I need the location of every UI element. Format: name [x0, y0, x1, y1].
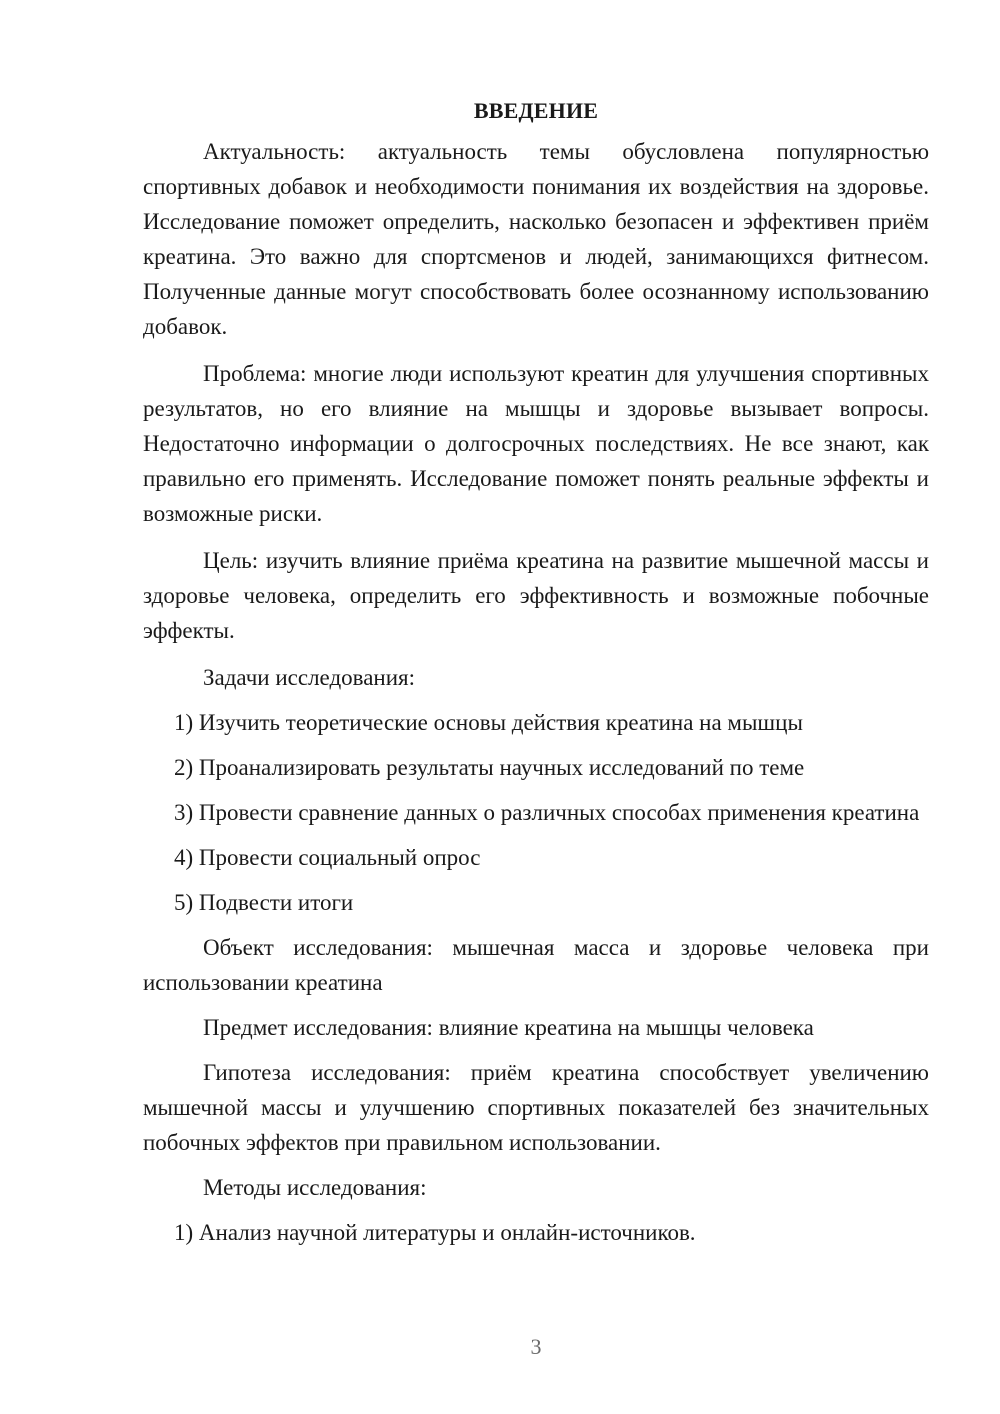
task-item: 1) Изучить теоретические основы действия креатина на мышцы: [174, 710, 803, 735]
task-item: 2) Проанализировать результаты научных исследований по теме: [174, 755, 805, 780]
task-item: 4) Провести социальный опрос: [174, 845, 481, 870]
task-item: 3) Провести сравнение данных о различных способах применения креатина: [174, 800, 920, 825]
method-item: 1) Анализ научной литературы и онлайн-источников.: [174, 1220, 696, 1245]
task-item: 5) Подвести итоги: [174, 890, 354, 915]
page-content: [143, 94, 929, 1250]
tasks-heading: Задачи исследования:: [203, 665, 416, 690]
subject-paragraph: Предмет исследования: влияние креатина на мышцы человека: [203, 1015, 814, 1040]
hypothesis-paragraph: Гипотеза исследования: приём креатина способствует увеличению мышечной массы и улучшению спортивных показателей без значительных побочных эффектов при правильном использовании.: [143, 1060, 929, 1155]
methods-heading: Методы исследования:: [203, 1175, 427, 1200]
problem-paragraph: Проблема: многие люди используют креатин для улучшения спортивных результатов, но его влияние на мышцы и здоровье вызывает вопросы. Недостаточно информации о долгосрочных последствиях. Не все знают, как правильно его применять. Исследование поможет понять реальные эффекты и возможные риски.: [143, 361, 929, 526]
page-number: 3: [530, 1334, 542, 1359]
object-paragraph: Объект исследования: мышечная масса и здоровье человека при использовании креатина: [143, 935, 929, 995]
relevance-paragraph: Актуальность: актуальность темы обусловлена популярностью спортивных добавок и необходимости понимания их воздействия на здоровье. Исследование поможет определить, насколько безопасен и эффективен приём креатина. Это важно для спортсменов и людей, занимающихся фитнесом. Полученные данные могут способствовать более осознанному использованию добавок.: [143, 139, 929, 339]
goal-paragraph: Цель: изучить влияние приёма креатина на развитие мышечной массы и здоровье человека, определить его эффективность и возможные побочные эффекты.: [143, 548, 929, 643]
page-title: ВВЕДЕНИЕ: [473, 98, 599, 123]
